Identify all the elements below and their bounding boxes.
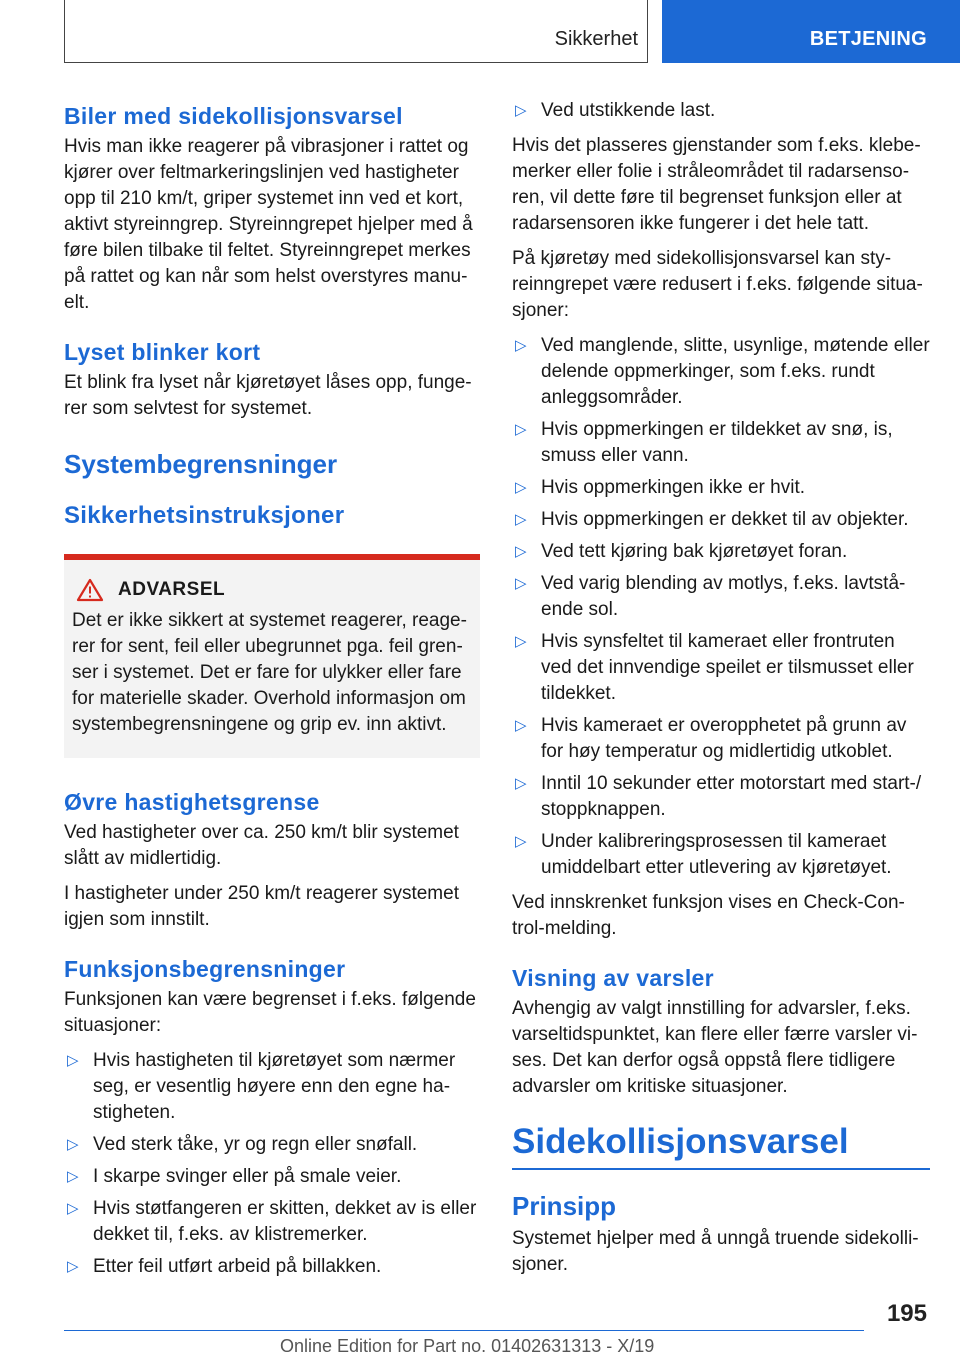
paragraph: Avhengig av valgt innstilling for advarsler, f.eks. varseltidspunktet, kan flere eller færre varsler vises. Det kan derfor også oppstå flere tidligere advarsler om kritiske situasjoner.	[512, 998, 918, 1097]
triangle-bullet-icon: ▷	[515, 337, 527, 354]
triangle-bullet-icon: ▷	[515, 511, 527, 528]
triangle-bullet-icon: ▷	[67, 1168, 79, 1185]
bullet-list	[512, 98, 930, 124]
heading-visning-av-varsler: Visning av varsler	[512, 965, 714, 991]
list-item: ▷ Ved sterk tåke, yr og regn eller snøfall.	[64, 1132, 480, 1158]
warning-title: ADVARSEL	[118, 579, 226, 600]
triangle-bullet-icon: ▷	[515, 633, 527, 650]
triangle-bullet-icon: ▷	[515, 833, 527, 850]
triangle-bullet-icon: ▷	[515, 717, 527, 734]
heading-sidevarsel: Biler med sidekollisjonsvarsel	[64, 103, 403, 129]
paragraph: Et blink fra lyset når kjøretøyet låses opp, fungerer som selvtest for systemet.	[64, 372, 472, 419]
section-label: Sikkerhet	[554, 28, 638, 50]
page-number: 195	[886, 1300, 927, 1327]
paragraph: Systemet hjelper med å unngå truende sidekollisjoner.	[512, 1228, 919, 1275]
paragraph: Funksjonen kan være begrenset i f.eks. følgende situasjoner:	[64, 989, 476, 1036]
paragraph: Hvis det plasseres gjenstander som f.eks. klebemerker eller folie i stråleområdet til radarsensoren, vil dette føre til begrenset funksjon eller at radarsensoren ikke fungerer i det hele tatt.	[512, 135, 921, 234]
list-item: ▷ Hvis støtfangeren er skitten, dekket av is eller dekket til, f.eks. av klistremerker.	[67, 1198, 477, 1245]
bullet-list	[64, 1048, 480, 1280]
list-item: ▷ Ved manglende, slitte, usynlige, møtende eller delende oppmerkinger, som f.eks. rundt anleggsområder.	[515, 335, 930, 408]
footer-divider	[64, 1330, 864, 1331]
list-item: ▷ Hvis hastigheten til kjøretøyet som nærmer seg, er vesentlig høyere enn den egne hastigheten.	[67, 1050, 456, 1123]
warning-box	[64, 554, 480, 758]
triangle-bullet-icon: ▷	[67, 1052, 79, 1069]
triangle-bullet-icon: ▷	[515, 775, 527, 792]
right-column	[512, 98, 930, 1287]
list-item: ▷ Under kalibreringsprosessen til kameraet umiddelbart etter utlevering av kjøretøyet.	[515, 831, 892, 878]
list-item: ▷ Ved varig blending av motlys, f.eks. lavtstående sol.	[515, 573, 906, 620]
list-item: ▷ Inntil 10 sekunder etter motorstart med start-/ stoppknappen.	[515, 773, 922, 820]
section-title-sidekollisjonsvarsel: Sidekollisjonsvarsel	[512, 1118, 930, 1170]
list-item: ▷ Hvis kameraet er overopphetet på grunn av for høy temperatur og midlertidig utkoblet.	[515, 715, 907, 762]
warning-header	[72, 578, 470, 602]
paragraph: Hvis man ikke reagerer på vibrasjoner i rattet og kjører over feltmarkeringslinjen ved hastigheter opp til 210 km/t, griper systemet inn ved et kort, aktivt styreinngrep. Styreinngrepet hjelper med å føre bilen tilbake til feltet. Styreinngrepet merkes på rattet og kan når som helst overstyres manuelt.	[64, 136, 473, 313]
paragraph: Ved innskrenket funksjon vises en Check-Control-melding.	[512, 892, 905, 939]
triangle-bullet-icon: ▷	[515, 102, 527, 119]
paragraph: I hastigheter under 250 km/t reagerer systemet igjen som innstilt.	[64, 883, 459, 930]
triangle-bullet-icon: ▷	[67, 1136, 79, 1153]
list-item: ▷ Hvis oppmerkingen ikke er hvit.	[512, 475, 930, 501]
triangle-bullet-icon: ▷	[515, 421, 527, 438]
list-item: ▷ Hvis synsfeltet til kameraet eller frontruten ved det innvendige speilet er tilsmusset eller tildekket.	[515, 631, 914, 704]
triangle-bullet-icon: ▷	[515, 543, 527, 560]
heading-sikkerhetsinstruksjoner: Sikkerhetsinstruksjoner	[64, 502, 345, 529]
list-item: ▷ I skarpe svinger eller på smale veier.	[64, 1164, 480, 1190]
triangle-bullet-icon: ▷	[67, 1200, 79, 1217]
paragraph: Ved hastigheter over ca. 250 km/t blir systemet slått av midlertidig.	[64, 822, 459, 869]
heading-funksjonsbegrensninger: Funksjonsbegrensninger	[64, 956, 346, 982]
heading-ovre-hastighetsgrense: Øvre hastighetsgrense	[64, 789, 320, 815]
triangle-bullet-icon: ▷	[515, 479, 527, 496]
chapter-tab[interactable]: BETJENING	[662, 0, 960, 63]
heading-prinsipp: Prinsipp	[512, 1191, 617, 1221]
paragraph: På kjøretøy med sidekollisjonsvarsel kan styreinngrepet være redusert i f.eks. følgende situasjoner:	[512, 248, 923, 321]
footer-edition: Online Edition for Part no. 01402631313 - X/19	[280, 1336, 655, 1356]
warning-text: Det er ikke sikkert at systemet reagerer, reagerer for sent, feil eller ubegrunnet pga. feil grenser i systemet. Det er fare for ulykker eller fare for materielle skader. Overhold informasjon om systembegrensningene og grip ev. inn aktivt.	[72, 610, 467, 735]
warning-triangle-icon	[76, 578, 104, 602]
list-item: ▷ Ved utstikkende last.	[512, 98, 930, 124]
left-column	[64, 98, 480, 1289]
bullet-list	[512, 333, 930, 881]
list-item: ▷ Ved tett kjøring bak kjøretøyet foran.	[512, 539, 930, 565]
triangle-bullet-icon: ▷	[515, 575, 527, 592]
heading-lyset: Lyset blinker kort	[64, 339, 261, 365]
list-item: ▷ Hvis oppmerkingen er dekket til av objekter.	[512, 507, 930, 533]
heading-systembegrensninger: Systembegrensninger	[64, 449, 338, 479]
list-item: ▷ Etter feil utført arbeid på billakken.	[64, 1254, 480, 1280]
triangle-bullet-icon: ▷	[67, 1258, 79, 1275]
list-item: ▷ Hvis oppmerkingen er tildekket av snø, is, smuss eller vann.	[515, 419, 893, 466]
